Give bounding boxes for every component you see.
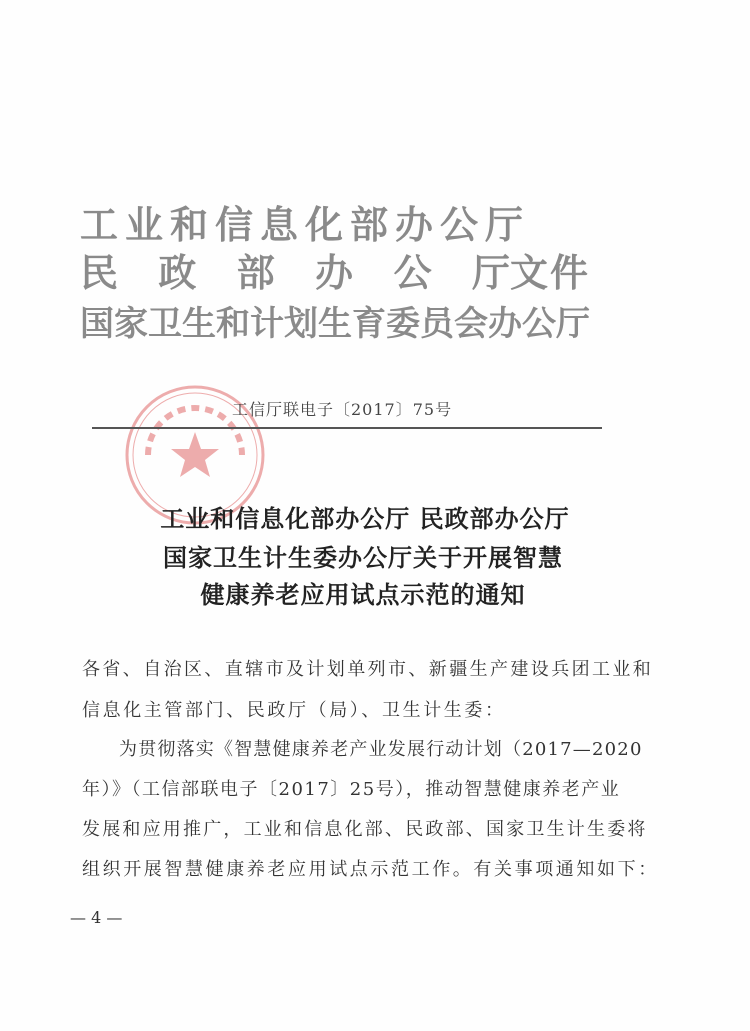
issuer-mca-char: 厅 xyxy=(471,250,510,295)
document-title-line: 工业和信息化部办公厅 民政部办公厅 xyxy=(160,504,570,533)
body-paragraph-line: 发展和应用推广，工业和信息化部、民政部、国家卫生计生委将 xyxy=(82,819,648,840)
body-addressee-line: 各省、自治区、直辖市及计划单列市、新疆生产建设兵团工业和 xyxy=(82,659,654,680)
body-paragraph-line: 年）》（工信部联电子〔2017〕25号），推动智慧健康养老产业 xyxy=(82,779,621,800)
document-number: 工信厅联电子〔2017〕75号 xyxy=(232,400,453,419)
issuer-nhfpc: 国家卫生和计划生育委员会办公厅 xyxy=(80,304,590,344)
issuer-mca-char: 民 xyxy=(80,250,119,295)
issuer-mca-char: 办 xyxy=(315,250,354,295)
header-divider xyxy=(92,427,602,429)
body-addressee-line: 信息化主管部门、民政厅（局）、卫生计生委： xyxy=(82,700,506,721)
document-title-line: 国家卫生计生委办公厅关于开展智慧 xyxy=(163,543,563,572)
issuer-mca xyxy=(80,250,510,295)
issuer-mca-char: 部 xyxy=(236,250,275,295)
issuer-miit: 工业和信息化部办公厅 xyxy=(80,202,531,247)
issuer-mca-char: 公 xyxy=(393,250,432,295)
document-title-line: 健康养老应用试点示范的通知 xyxy=(200,580,526,609)
body-paragraph-line: 组织开展智慧健康养老应用试点示范工作。有关事项通知如下： xyxy=(82,859,659,880)
body-paragraph-line: 为贯彻落实《智慧健康养老产业发展行动计划（2017—2020 xyxy=(119,739,643,760)
page-number: — 4 — xyxy=(70,908,123,927)
document-label: 文件 xyxy=(510,250,591,295)
issuer-mca-char: 政 xyxy=(158,250,197,295)
